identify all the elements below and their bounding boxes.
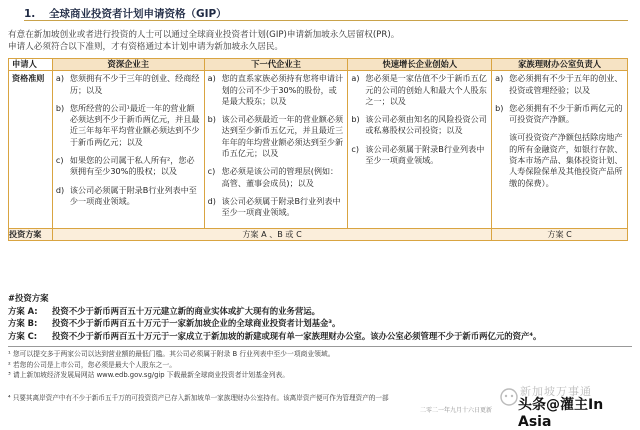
investment-plans: [8, 292, 632, 342]
intro-line: 申请人必须符合以下准则，才有资格通过本计划申请为新加坡永久居民。: [8, 42, 284, 52]
plan-text: 投资不少于新币两百五十万元建立新的商业实体或扩大现有的业务营运。: [52, 305, 320, 316]
footnote: ³ 请上新加坡经济发展局网站 www.edb.gov.sg/gip 下载最新全球商业投资者计划基金列表。: [8, 371, 290, 379]
plans-title: #投资方案: [8, 293, 49, 303]
criterion-item: d) 该公司必须属于附录B行业列表中至少一项商业领域。: [55, 184, 197, 206]
investment-row-label: 投资方案: [9, 228, 53, 240]
criterion-item: b) 您必须拥有不少于新币两亿元的可投资资产净额。: [495, 102, 623, 125]
section-number: 1.: [24, 8, 36, 20]
column-header-next-gen-owner: 下一代企业主: [204, 59, 348, 71]
criterion-item: a) 您须拥有不少于三年的创业、经商经历；以及: [55, 73, 200, 95]
intro-line: 有意在新加坡创业或者进行投资的人士可以通过全球商业投资者计划(GIP)申请新加坡永久居留权(PR)。: [8, 30, 400, 40]
criteria-cell-next-gen-owner: [204, 71, 348, 228]
criterion-item: a) 您必须是一家估值不少于新币五亿元的公司的创始人和最大个人股东之一；以及: [351, 73, 487, 106]
criterion-item: b) 您所经营的公司¹最近一年的营业额必须达到不少于新币两亿元，并且最近三年每年平均营业额必须达到不少于新币两亿元；以及: [55, 102, 200, 147]
criteria-row-label: 资格准则: [9, 71, 53, 228]
heading-rule: [24, 20, 628, 21]
criterion-item: c) 您必须是该公司的管理层(例如：高管、董事会成员)；以及: [207, 166, 339, 188]
update-date: 二零二一年九月十六日更新: [420, 407, 493, 414]
criterion-item: a) 您的直系家族必须持有您将申请计划的公司不少于30%的股份，或是最大股东；以及: [207, 73, 344, 106]
plan-label: 方案 C:: [8, 330, 38, 341]
applicant-header: 申请人: [9, 59, 53, 71]
watermark-handle: 头条@灌主In Asia: [518, 397, 604, 430]
plan-row: [8, 305, 632, 318]
footnote: ¹ 您可以提交多于两家公司以达到营业额的最低门槛。其公司必须属于附录 B 行业列表中至少一项商业领域。: [8, 350, 335, 358]
criterion-item: b) 该公司必须最近一年的营业额必须达到至少新币五亿元，并且最近三年年的年均营业额必须达到至少新币五亿元；以及: [207, 114, 344, 159]
investment-options-abc: 方案 A 、B 或 C: [52, 228, 491, 240]
section-title: 全球商业投资者计划申请资格（GIP）: [48, 8, 227, 20]
column-header-senior-owner: 资深企业主: [52, 59, 204, 71]
watermark: [490, 380, 638, 430]
plan-row: [8, 330, 632, 343]
footnote: ² 若您的公司是上市公司，您必须是最大个人股东之一。: [8, 360, 177, 369]
plan-label: 方案 A:: [8, 305, 38, 316]
footnotes: [8, 346, 632, 381]
column-header-fast-growth-founder: 快速增长企业创始人: [348, 59, 492, 71]
criterion-item: a) 您必须拥有不少于五年的创业、投资或管理经验；以及: [495, 73, 623, 95]
criteria-cell-family-office-principal: [492, 71, 628, 228]
criterion-item: c) 如果您的公司属于私人所有²，您必须拥有至少30%的股权；以及: [55, 155, 195, 177]
bottom-footnote: ⁴ 只要其离岸资产中有不少于新币五千万的可投资资产已存入新加坡单一家族理财办公室持有。该离岸资产便可作为管理资产的一部: [8, 394, 389, 402]
section-heading: [24, 6, 227, 21]
plan-text: 投资不少于新币两百五十万元于一家新加坡企业的全球商业投资者计划基金³。: [52, 318, 341, 328]
eligibility-table: [8, 58, 628, 241]
column-header-family-office-principal: 家族理财办公室负责人: [492, 59, 628, 71]
plan-text: 投资不少于新币两百五十万元于一家成立于新加坡的新建或现有单一家族理财办公室。该办公室必须管理不少于新币两亿元的资产⁴。: [52, 330, 542, 341]
criterion-item: 该可投资资产净额包括除房地产的所有金融资产，如银行存款、资本市场产品、集体投资计划、人寿保险保单及其他投资产品所缴的保费）。: [509, 132, 623, 188]
criterion-item: d) 该公司必须属于附录B行业列表中至少一项商业领域。: [207, 195, 341, 218]
intro-text: [8, 29, 628, 53]
criterion-item: c) 该公司必须属于附录B行业列表中至少一项商业领域。: [351, 143, 485, 166]
criteria-cell-fast-growth-founder: [348, 71, 492, 228]
investment-options-c: 方案 C: [492, 228, 628, 240]
watermark-brand: 新加坡万事通: [520, 385, 592, 398]
plan-row: [8, 317, 632, 330]
watermark-logo-icon: [500, 388, 518, 406]
criterion-item: b) 该公司必须由知名的风险投资公司或私募股权公司投资；以及: [351, 114, 487, 136]
criteria-cell-senior-owner: [52, 71, 204, 228]
plan-label: 方案 B:: [8, 318, 38, 328]
